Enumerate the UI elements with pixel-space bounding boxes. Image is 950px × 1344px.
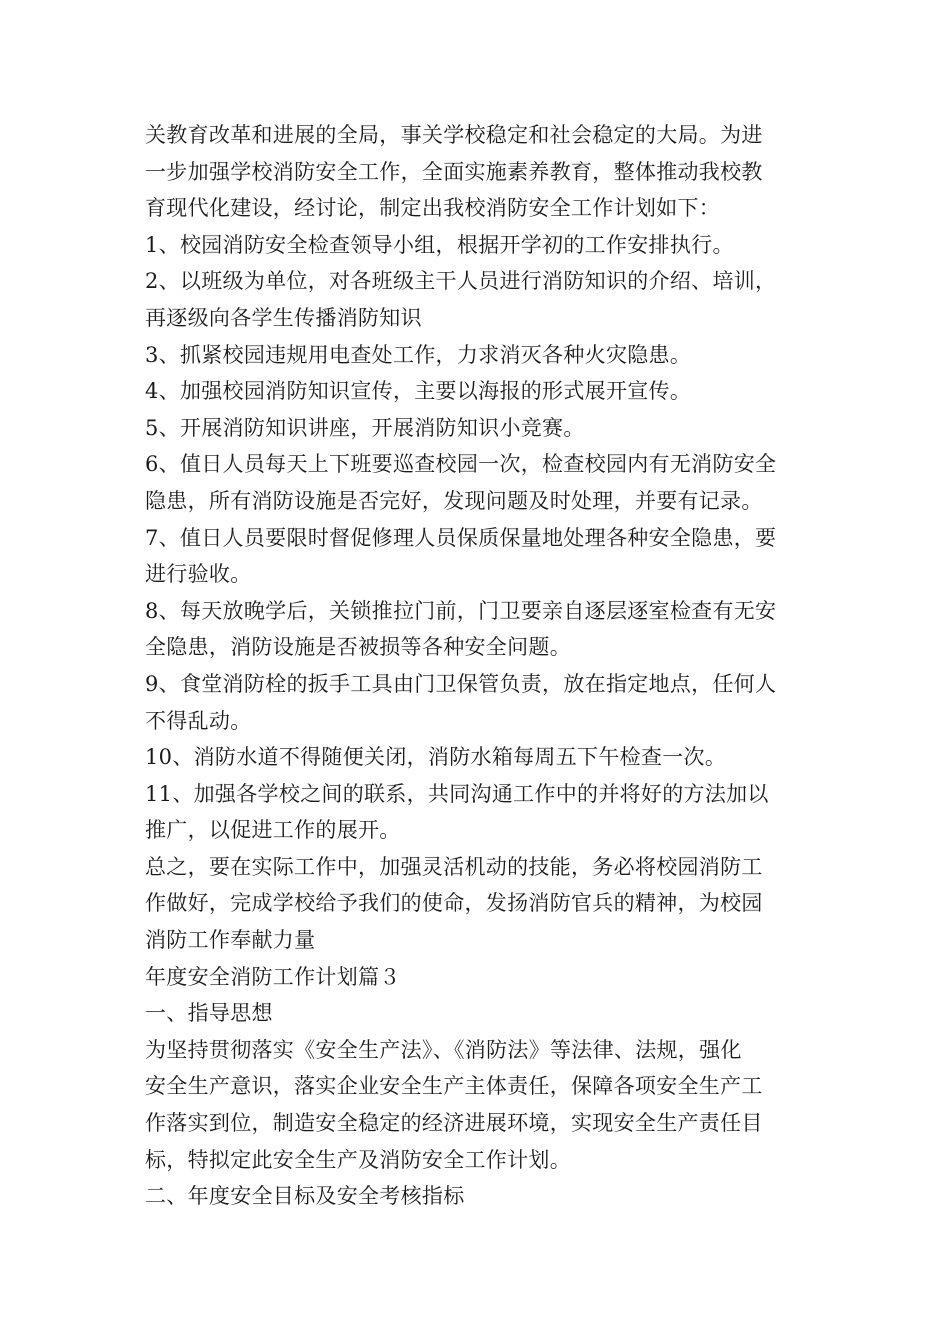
text-line: 关教育改革和进展的全局，事关学校稳定和社会稳定的大局。为进 bbox=[145, 123, 763, 147]
text-line: 标，特拟定此安全生产及消防安全工作计划。 bbox=[145, 1147, 571, 1172]
text-line: 进行验收。 bbox=[145, 562, 252, 587]
text-line: 育现代化建设，经讨论，制定出我校消防安全工作计划如下： bbox=[145, 196, 721, 221]
summary-line: 作做好，完成学校给予我们的使命，发扬消防官兵的精神，为校园 bbox=[145, 891, 763, 916]
text-line: 为坚持贯彻落实《安全生产法》、《消防法》等法律、法规，强化 bbox=[145, 1037, 742, 1062]
list-item-4: 4、加强校园消防知识宣传，主要以海报的形式展开宣传。 bbox=[145, 379, 692, 404]
list-item-1: 1、校园消防安全检查领导小组，根据开学初的工作安排执行。 bbox=[145, 232, 734, 257]
text-line: 一步加强学校消防安全工作，全面实施素养教育，整体推动我校教 bbox=[145, 159, 763, 184]
text-line: 不得乱动。 bbox=[145, 708, 252, 733]
document-body bbox=[145, 117, 813, 1215]
list-item-9: 9、食堂消防栓的扳手工具由门卫保管负责，放在指定地点，任何人 bbox=[145, 671, 777, 696]
summary-line: 消防工作奉献力量 bbox=[145, 928, 316, 953]
list-item-8: 8、每天放晚学后，关锁推拉门前，门卫要亲自逐层逐室检查有无安 bbox=[145, 598, 777, 623]
list-item-3: 3、抓紧校园违规用电查处工作，力求消灭各种火灾隐患。 bbox=[145, 342, 692, 367]
text-line: 隐患，所有消防设施是否完好，发现问题及时处理，并要有记录。 bbox=[145, 488, 763, 513]
summary-line: 总之，要在实际工作中，加强灵活机动的技能，务必将校园消防工 bbox=[145, 854, 763, 879]
list-item-6: 6、值日人员每天上下班要巡查校园一次，检查校园内有无消防安全 bbox=[145, 452, 777, 477]
list-item-5: 5、开展消防知识讲座，开展消防知识小竞赛。 bbox=[145, 415, 585, 440]
section-title: 年度安全消防工作计划篇３ bbox=[145, 964, 401, 989]
list-item-7: 7、值日人员要限时督促修理人员保质保量地处理各种安全隐患，要 bbox=[145, 525, 777, 550]
text-line: 全隐患，消防设施是否被损等各种安全问题。 bbox=[145, 635, 571, 660]
section-heading: 一、指导思想 bbox=[145, 1001, 273, 1026]
list-item-10: 10、消防水道不得随便关闭，消防水箱每周五下午检查一次。 bbox=[145, 745, 727, 770]
section-heading: 二、年度安全目标及安全考核指标 bbox=[145, 1184, 465, 1209]
text-line: 再逐级向各学生传播消防知识 bbox=[145, 305, 422, 330]
text-line: 安全生产意识，落实企业安全生产主体责任，保障各项安全生产工 bbox=[145, 1074, 763, 1099]
list-item-11: 11、加强各学校之间的联系，共同沟通工作中的并将好的方法加以 bbox=[145, 781, 769, 806]
text-line: 推广，以促进工作的展开。 bbox=[145, 818, 401, 843]
text-line: 作落实到位，制造安全稳定的经济进展环境，实现安全生产责任目 bbox=[145, 1111, 763, 1136]
list-item-2: 2、以班级为单位，对各班级主干人员进行消防知识的介绍、培训， bbox=[145, 269, 777, 294]
